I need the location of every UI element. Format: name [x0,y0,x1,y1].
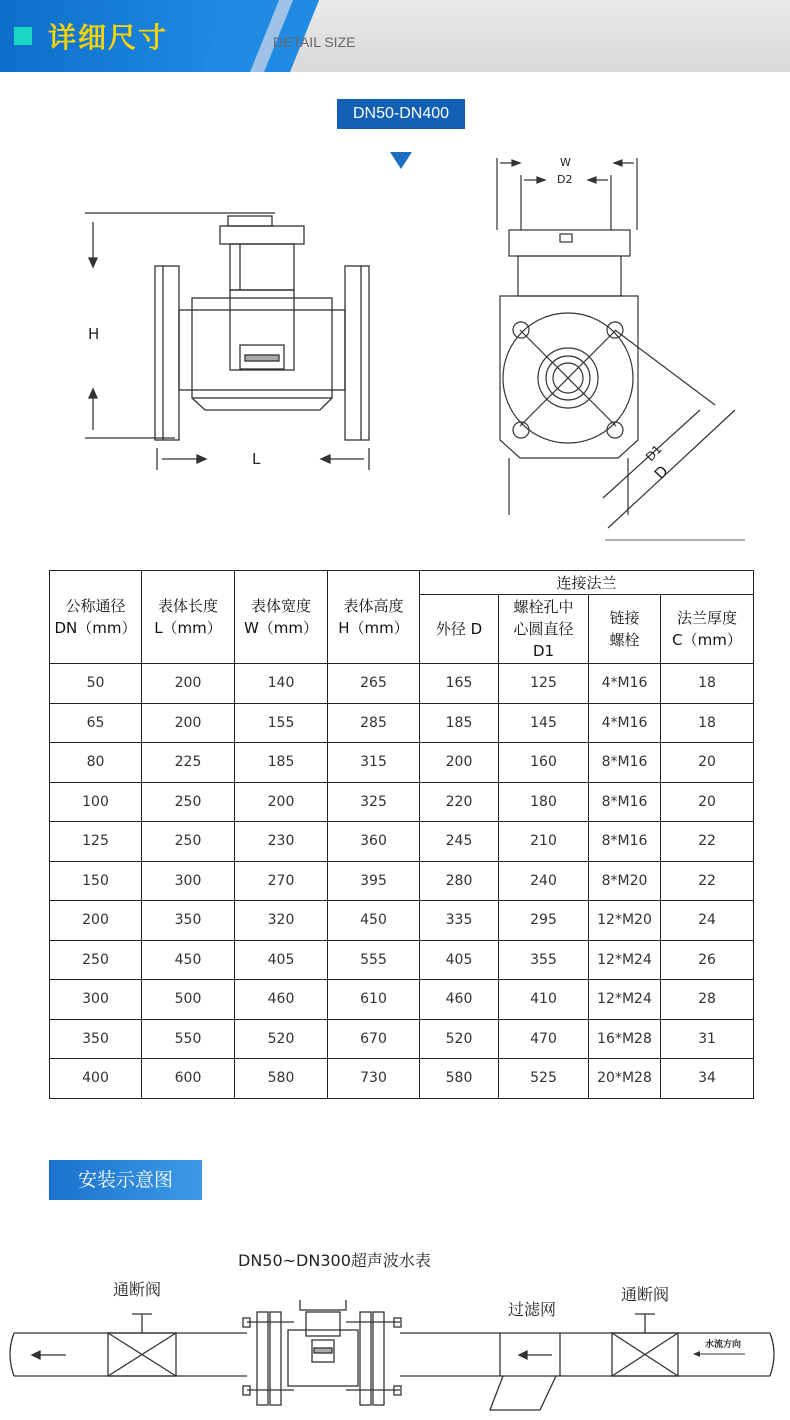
table-cell: 320 [235,901,328,941]
table-cell: 160 [499,743,589,783]
table-cell: 200 [235,782,328,822]
dim-label-l: L [252,450,261,468]
table-cell: 8*M16 [589,782,661,822]
table-cell: 34 [661,1059,754,1099]
dim-label-w: W [560,156,571,169]
filter-label: 过滤网 [508,1300,557,1319]
table-row [50,940,754,980]
table-cell: 100 [50,782,142,822]
page-title: 详细尺寸 [48,21,169,54]
table-cell: 395 [328,861,420,901]
table-cell: 325 [328,782,420,822]
table-cell: 185 [235,743,328,783]
table-cell: 18 [661,664,754,704]
table-cell: 225 [142,743,235,783]
table-cell: 28 [661,980,754,1020]
table-row [50,901,754,941]
table-cell: 50 [50,664,142,704]
table-cell: 22 [661,861,754,901]
col-header-width: 表体宽度 W（mm） [235,571,328,664]
table-cell: 405 [420,940,499,980]
table-cell: 145 [499,703,589,743]
table-cell: 300 [142,861,235,901]
table-cell: 350 [142,901,235,941]
front-view [497,158,745,540]
col-header-bolt-circle: 螺栓孔中 心圆直径 D1 [499,595,589,664]
valve-right-label: 通断阀 [621,1285,670,1304]
table-cell: 26 [661,940,754,980]
col-header-length: 表体长度 L（mm） [142,571,235,664]
table-cell: 315 [328,743,420,783]
table-cell: 22 [661,822,754,862]
table-cell: 65 [50,703,142,743]
spec-table [49,570,754,1099]
table-cell: 360 [328,822,420,862]
table-cell: 555 [328,940,420,980]
table-cell: 450 [142,940,235,980]
table-cell: 500 [142,980,235,1020]
table-cell: 355 [499,940,589,980]
page-subtitle: DETAIL SIZE [273,34,356,50]
table-cell: 335 [420,901,499,941]
table-cell: 280 [420,861,499,901]
table-row [50,822,754,862]
install-title: 安装示意图 [49,1160,202,1200]
table-cell: 285 [328,703,420,743]
table-cell: 405 [235,940,328,980]
col-header-height: 表体高度 H（mm） [328,571,420,664]
table-cell: 4*M16 [589,703,661,743]
table-row [50,743,754,783]
table-cell: 165 [420,664,499,704]
table-cell: 12*M24 [589,940,661,980]
table-row [50,664,754,704]
table-cell: 200 [50,901,142,941]
table-cell: 600 [142,1059,235,1099]
table-cell: 200 [142,664,235,704]
table-cell: 20*M28 [589,1059,661,1099]
flow-direction-label: 水流方向 [705,1340,742,1350]
table-cell: 470 [499,1019,589,1059]
table-cell: 8*M16 [589,822,661,862]
dimension-drawing [0,0,790,560]
table-cell: 16*M28 [589,1019,661,1059]
table-cell: 525 [499,1059,589,1099]
table-cell: 200 [142,703,235,743]
table-cell: 220 [420,782,499,822]
table-cell: 400 [50,1059,142,1099]
table-cell: 24 [661,901,754,941]
dim-label-d2: D2 [557,173,573,186]
table-cell: 8*M16 [589,743,661,783]
valve-left-label: 通断阀 [113,1280,162,1299]
table-cell: 20 [661,782,754,822]
table-row [50,703,754,743]
table-cell: 8*M20 [589,861,661,901]
table-cell: 150 [50,861,142,901]
table-row [50,1059,754,1099]
table-cell: 180 [499,782,589,822]
table-cell: 140 [235,664,328,704]
spec-table-body [50,664,754,1099]
table-cell: 520 [420,1019,499,1059]
table-cell: 295 [499,901,589,941]
table-cell: 250 [50,940,142,980]
install-diagram [0,1300,790,1420]
table-cell: 580 [235,1059,328,1099]
table-cell: 410 [499,980,589,1020]
dim-label-h: H [88,325,100,343]
side-view [85,213,369,470]
table-cell: 250 [142,822,235,862]
table-cell: 125 [50,822,142,862]
table-cell: 580 [420,1059,499,1099]
table-cell: 730 [328,1059,420,1099]
table-cell: 185 [420,703,499,743]
table-cell: 670 [328,1019,420,1059]
table-cell: 245 [420,822,499,862]
model-range-badge: DN50-DN400 [337,99,465,129]
table-cell: 350 [50,1019,142,1059]
table-cell: 520 [235,1019,328,1059]
col-header-outer-d: 外径 D [420,595,499,664]
col-header-flange-group: 连接法兰 [420,571,754,595]
table-row [50,980,754,1020]
table-cell: 265 [328,664,420,704]
col-header-thickness: 法兰厚度 C（mm） [661,595,754,664]
table-cell: 80 [50,743,142,783]
table-cell: 230 [235,822,328,862]
meter-label: DN50~DN300超声波水表 [238,1251,431,1270]
table-cell: 4*M16 [589,664,661,704]
table-cell: 12*M20 [589,901,661,941]
table-cell: 155 [235,703,328,743]
table-row [50,782,754,822]
table-cell: 125 [499,664,589,704]
dim-label-d: D [650,461,672,483]
table-row [50,1019,754,1059]
col-header-bolts: 链接 螺栓 [589,595,661,664]
table-cell: 20 [661,743,754,783]
table-cell: 270 [235,861,328,901]
table-cell: 460 [420,980,499,1020]
table-cell: 12*M24 [589,980,661,1020]
table-cell: 610 [328,980,420,1020]
table-cell: 18 [661,703,754,743]
table-cell: 450 [328,901,420,941]
table-cell: 31 [661,1019,754,1059]
table-cell: 210 [499,822,589,862]
table-row [50,861,754,901]
table-cell: 250 [142,782,235,822]
table-cell: 550 [142,1019,235,1059]
dim-label-d1: D1 [642,442,665,465]
table-cell: 460 [235,980,328,1020]
col-header-dn: 公称通径 DN（mm） [50,571,142,664]
table-cell: 200 [420,743,499,783]
table-cell: 300 [50,980,142,1020]
table-cell: 240 [499,861,589,901]
